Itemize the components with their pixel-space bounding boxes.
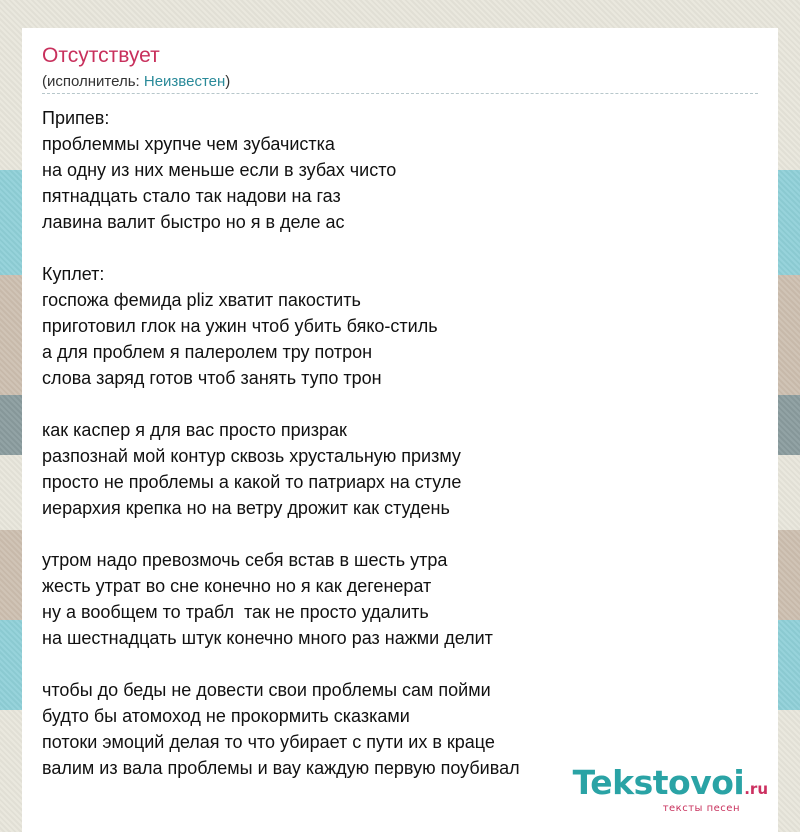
lyrics-line: валим из вала проблемы и вау каждую первую поубивал (42, 758, 520, 778)
lyrics-line: а для проблем я палеролем тру потрон (42, 342, 373, 362)
logo-wordmark (572, 763, 768, 806)
logo-tagline: тексты песен (662, 803, 740, 814)
lyrics-blank-line (42, 521, 762, 547)
lyrics-line: иерархия крепка но на ветру дрожит как студень (42, 498, 450, 518)
lyrics-line: госпожа фемида pliz хватит пакостить (42, 290, 361, 310)
lyrics-line: будто бы атомоход не прокормить сказками (42, 706, 410, 726)
lyrics-line: слова заряд готов чтоб занять тупо трон (42, 368, 382, 388)
logo-name: Tekstovoi (572, 763, 745, 802)
lyrics-line: чтобы до беды не довести свои проблемы сам пойми (42, 680, 491, 700)
site-logo[interactable] (572, 763, 768, 814)
song-title: Отсутствует (42, 44, 160, 67)
artist-line (42, 73, 230, 90)
lyrics-line: пятнадцать стало так надови на газ (42, 186, 341, 206)
lyrics-blank-line (42, 391, 762, 417)
lyrics-line: Припев: (42, 108, 110, 128)
lyrics-line: Куплет: (42, 264, 105, 284)
song-card (22, 28, 778, 832)
logo-domain: .ru (744, 780, 768, 798)
lyrics-line: утром надо превозмочь себя встав в шесть утра (42, 550, 448, 570)
lyrics-blank-line (42, 235, 762, 261)
lyrics-line: ну а вообщем то трабл так не просто удалить (42, 602, 429, 622)
lyrics-line: на шестнадцать штук конечно много раз нажми делит (42, 628, 493, 648)
lyrics-line: как каспер я для вас просто призрак (42, 420, 347, 440)
lyrics-line: проблеммы хрупче чем зубачистка (42, 134, 335, 154)
lyrics-line: на одну из них меньше если в зубах чисто (42, 160, 397, 180)
lyrics-line: жесть утрат во сне конечно но я как дегенерат (42, 576, 432, 596)
lyrics-line: просто не проблемы а какой то патриарх на стуле (42, 472, 462, 492)
lyrics-line: лавина валит быстро но я в деле ас (42, 212, 345, 232)
lyrics-text (42, 105, 762, 781)
artist-suffix: ) (225, 73, 231, 90)
artist-prefix: (исполнитель: (42, 73, 144, 90)
lyrics-blank-line (42, 651, 762, 677)
lyrics-line: приготовил глок на ужин чтоб убить бяко-стиль (42, 316, 438, 336)
lyrics-line: потоки эмоций делая то что убирает с пути их в краце (42, 732, 495, 752)
artist-link[interactable]: Неизвестен (143, 73, 226, 90)
title-divider (42, 93, 758, 94)
lyrics-line: разпознай мой контур сквозь хрустальную призму (42, 446, 461, 466)
